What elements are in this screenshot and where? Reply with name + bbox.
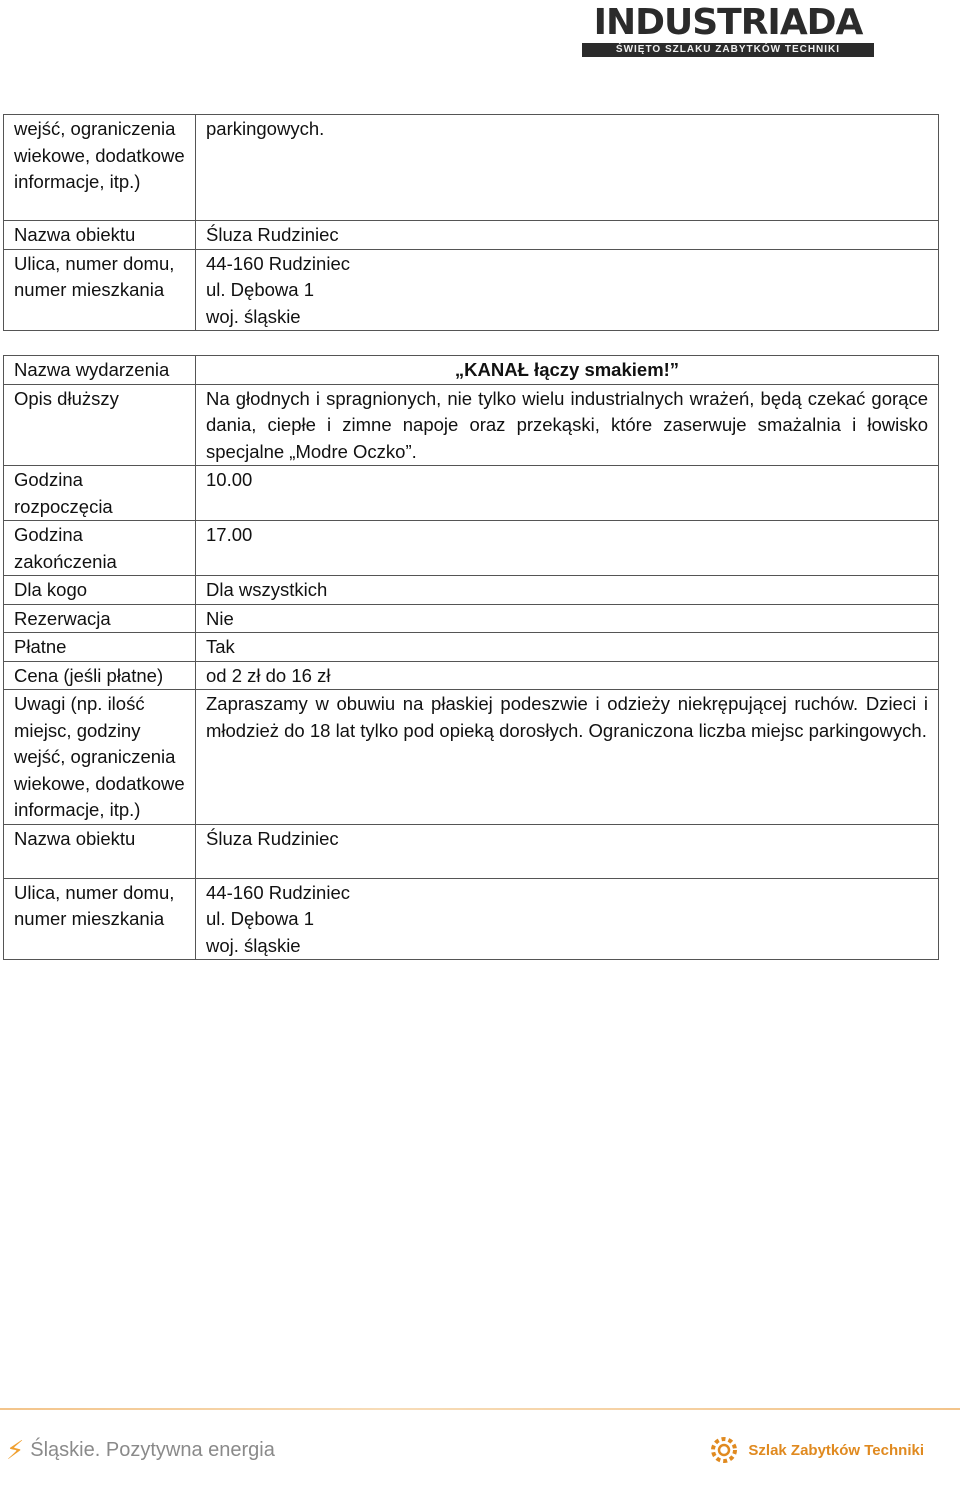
slaskie-logo-text: Śląskie. Pozytywna energia bbox=[30, 1438, 275, 1461]
paid-value: Tak bbox=[196, 633, 939, 662]
audience-label: Dla kogo bbox=[4, 576, 196, 605]
table-row bbox=[4, 356, 939, 385]
table-row bbox=[4, 633, 939, 662]
address-label: Ulica, numer domu, numer mieszkania bbox=[4, 249, 196, 331]
table-row bbox=[4, 384, 939, 466]
paid-label: Płatne bbox=[4, 633, 196, 662]
address-line: 44-160 Rudziniec bbox=[206, 252, 350, 274]
table-row bbox=[4, 221, 939, 250]
event-name-value: „KANAŁ łączy smakiem!” bbox=[196, 356, 939, 385]
slaskie-logo bbox=[6, 1432, 275, 1468]
event-table bbox=[3, 355, 939, 960]
table-row bbox=[4, 249, 939, 331]
address-line: ul. Dębowa 1 bbox=[206, 279, 314, 300]
price-value: od 2 zł do 16 zł bbox=[196, 661, 939, 690]
description-label: Opis dłuższy bbox=[4, 384, 196, 466]
footer-divider bbox=[0, 1408, 960, 1410]
gear-icon bbox=[704, 1433, 744, 1467]
object-label: Nazwa obiektu bbox=[4, 824, 196, 878]
address-line: woj. śląskie bbox=[206, 305, 301, 327]
table-row bbox=[4, 878, 939, 960]
price-label: Cena (jeśli płatne) bbox=[4, 661, 196, 690]
end-value: 17.00 bbox=[196, 521, 939, 576]
address-label: Ulica, numer domu, numer mieszkania bbox=[4, 878, 196, 960]
table-row bbox=[4, 824, 939, 878]
szlak-logo-text: Szlak Zabytków Techniki bbox=[748, 1441, 924, 1459]
reservation-label: Rezerwacja bbox=[4, 604, 196, 633]
logo-subtitle: ŚWIĘTO SZLAKU ZABYTKÓW TECHNIKI bbox=[582, 43, 874, 57]
logo-title: INDUSTRIADA bbox=[593, 2, 863, 43]
notes-label: wejść, ograniczenia wiekowe, dodatkowe informacje, itp.) bbox=[4, 115, 196, 221]
object-value: Śluza Rudziniec bbox=[196, 221, 939, 250]
info-table-continued bbox=[3, 114, 939, 331]
address-value bbox=[196, 249, 939, 331]
table-row bbox=[4, 115, 939, 221]
event-name-label: Nazwa wydarzenia bbox=[4, 356, 196, 385]
table-row bbox=[4, 661, 939, 690]
industriada-logo bbox=[582, 4, 874, 58]
audience-value: Dla wszystkich bbox=[196, 576, 939, 605]
address-line: ul. Dębowa 1 bbox=[206, 908, 314, 929]
table-row bbox=[4, 604, 939, 633]
object-label: Nazwa obiektu bbox=[4, 221, 196, 250]
description-value: Na głodnych i spragnionych, nie tylko wielu industrialnych wrażeń, będą czekać gorące dania, ciepłe i zimne napoje oraz przekąski, które zaserwuje smażalnia i łowisko specjalne „Modre Oczko”. bbox=[196, 384, 939, 466]
table-row bbox=[4, 690, 939, 825]
table-row bbox=[4, 576, 939, 605]
table-row bbox=[4, 521, 939, 576]
reservation-value: Nie bbox=[196, 604, 939, 633]
notes-value: Zapraszamy w obuwiu na płaskiej podeszwie i odzieży niekrępującej ruchów. Dzieci i młodzież do 18 lat tylko pod opieką dorosłych. Ograniczona liczba miejsc parkingowych. bbox=[196, 690, 939, 825]
notes-label: Uwagi (np. ilość miejsc, godziny wejść, ograniczenia wiekowe, dodatkowe informacje, itp.) bbox=[4, 690, 196, 825]
table-row bbox=[4, 466, 939, 521]
address-line: 44-160 Rudziniec bbox=[206, 881, 350, 903]
slaskie-mark-icon: ⚡ bbox=[6, 1435, 25, 1465]
end-label: Godzina zakończenia bbox=[4, 521, 196, 576]
notes-value: parkingowych. bbox=[196, 115, 939, 221]
address-value bbox=[196, 878, 939, 960]
start-label: Godzina rozpoczęcia bbox=[4, 466, 196, 521]
szlak-logo bbox=[704, 1432, 924, 1468]
start-value: 10.00 bbox=[196, 466, 939, 521]
address-line: woj. śląskie bbox=[206, 934, 301, 956]
object-value: Śluza Rudziniec bbox=[196, 824, 939, 878]
